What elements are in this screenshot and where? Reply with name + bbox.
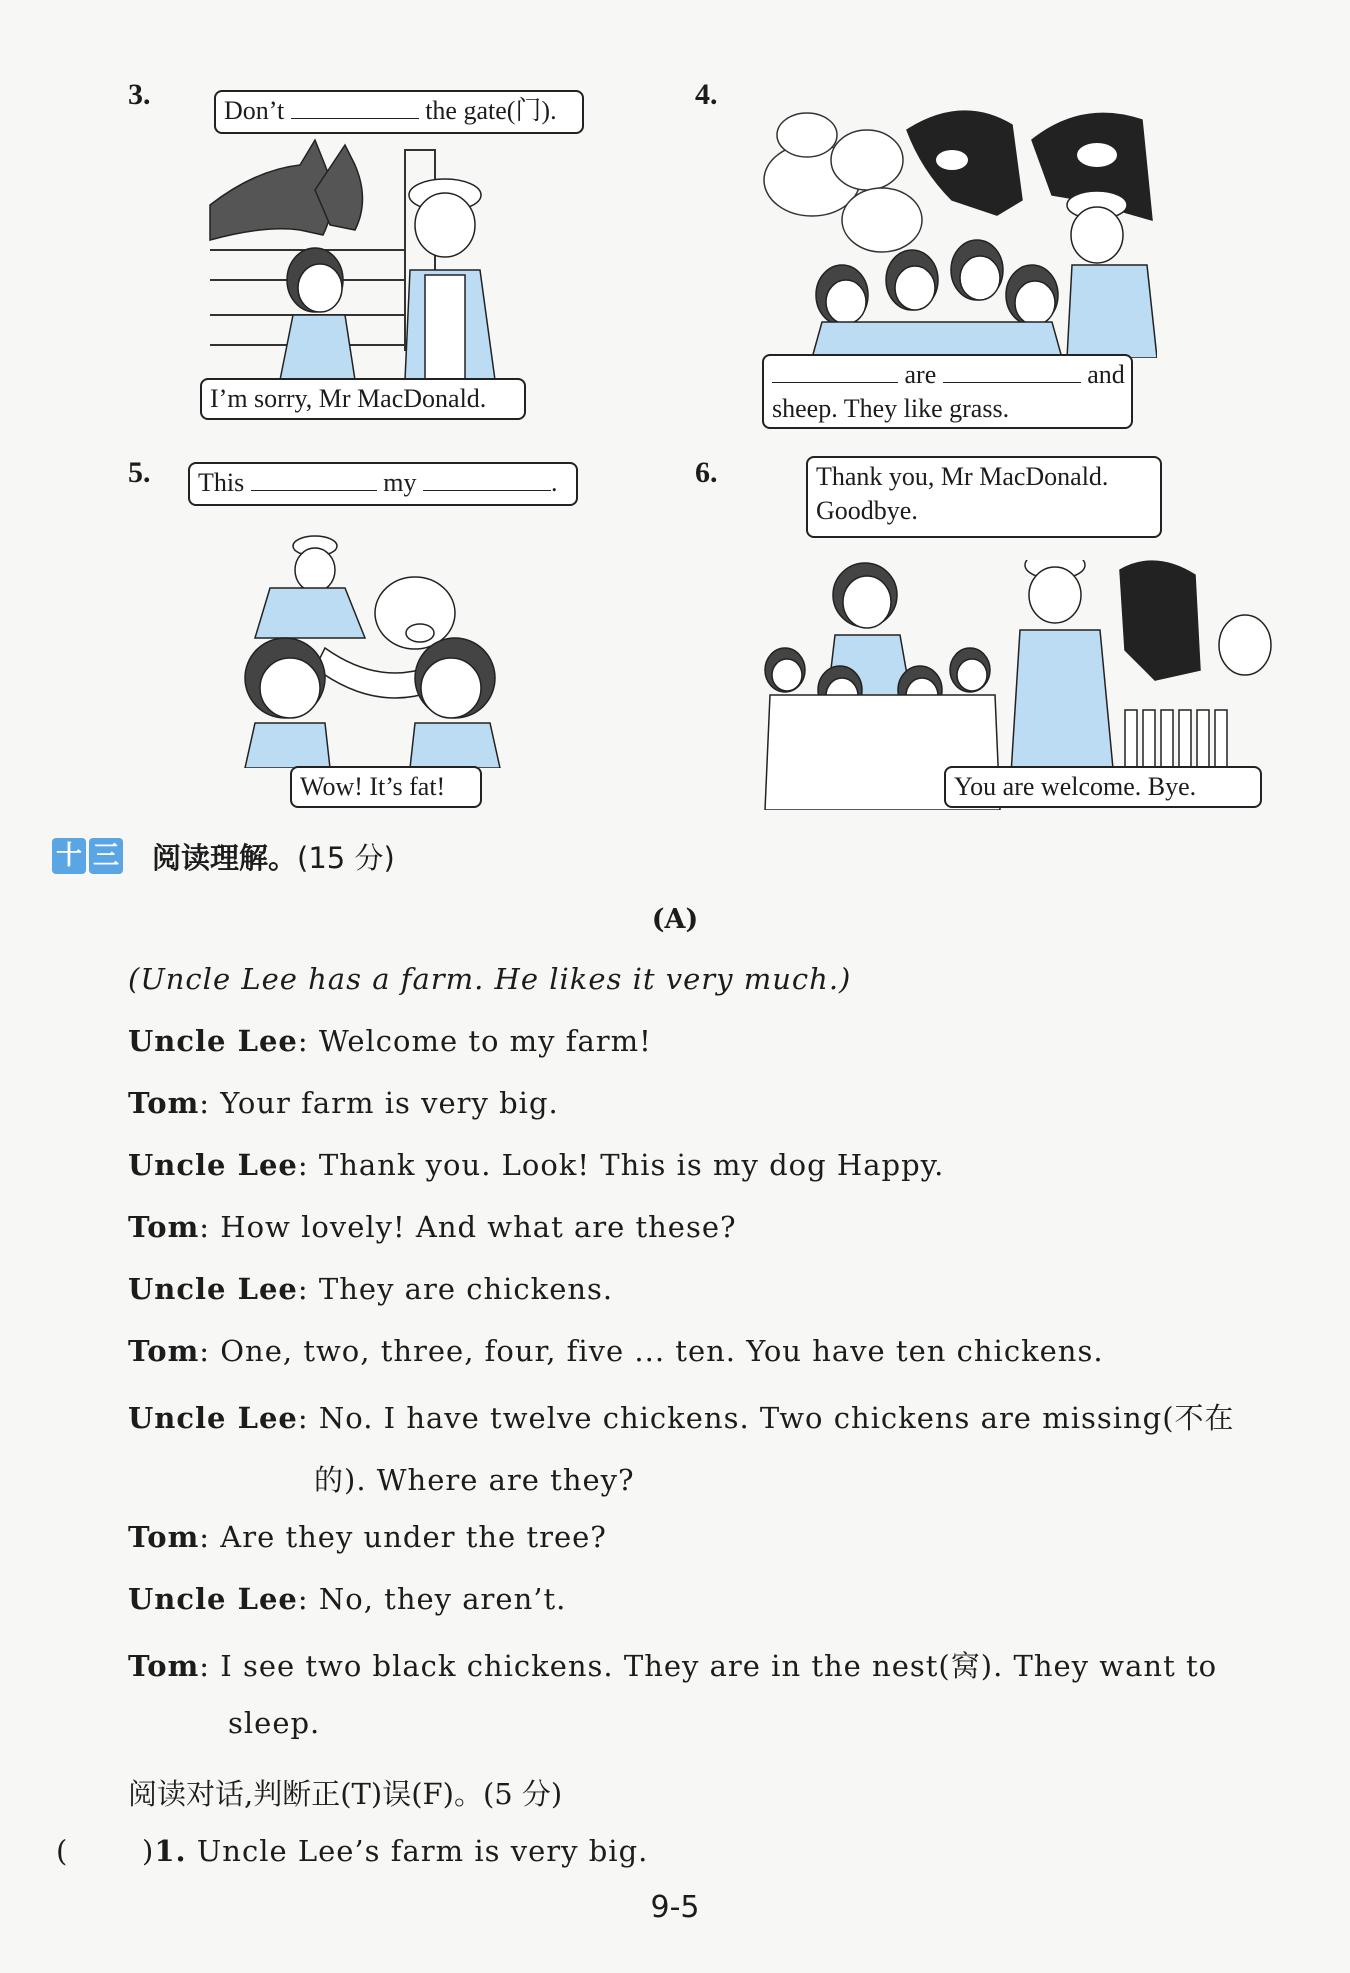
answer-blank[interactable] [423,472,551,491]
dialogue-line [128,1334,1298,1368]
question-text: Uncle Lee’s farm is very big. [196,1834,649,1868]
speaker: Uncle Lee [128,1148,298,1182]
dialogue-line [128,1210,1298,1244]
panel-3-bottom-bubble: I’m sorry, Mr MacDonald. [200,378,526,420]
dialogue-line [128,1396,1298,1437]
task-instruction: 阅读对话,判断正(T)误(F)。(5 分) [128,1777,563,1811]
speaker: Uncle Lee [128,1024,298,1058]
line-text: Welcome to my farm! [318,1024,652,1058]
dialogue-intro: (Uncle Lee has a farm. He likes it very much.) [128,962,852,996]
speaker-separator: : [199,1210,211,1244]
section-score: (15 分) [297,841,395,875]
panel-4-bubble [762,354,1133,429]
question-1 [56,1834,648,1868]
line-text: No, they aren’t. [318,1582,567,1616]
speaker: Tom [128,1210,200,1244]
paren-close: ) [142,1834,155,1868]
answer-blank[interactable] [943,364,1081,383]
bubble-text: and [1087,360,1125,389]
line-text: They are chickens. [318,1272,614,1306]
speaker: Tom [128,1649,200,1683]
part-label: (A) [651,904,699,935]
answer-blank[interactable] [291,100,419,119]
bubble-text: the gate(门). [425,96,557,125]
bubble-text: Goodbye. [816,496,918,525]
dialogue-line [128,1644,1298,1685]
panel-4-illustration [752,100,1157,358]
speaker-separator: : [199,1520,211,1554]
panel-3-top-bubble [214,90,584,134]
line-text: Your farm is very big. [220,1086,559,1120]
bubble-text: are [904,360,937,389]
line-text: Thank you. Look! This is my dog Happy. [318,1148,945,1182]
dialogue-line [128,1086,1298,1120]
line-text: Are they under the tree? [220,1520,607,1554]
answer-bracket[interactable] [56,1834,142,1868]
question-number: 1. [154,1834,187,1868]
page-number: 9-5 [650,1890,700,1925]
paren-open: ( [56,1834,69,1868]
bubble-text: . [550,468,558,497]
bubble-text: my [383,468,417,497]
dialogue-line [128,1148,1298,1182]
bubble-text: Don’t [224,96,285,125]
speaker: Tom [128,1520,200,1554]
panel-5-bottom-bubble: Wow! It’s fat! [290,766,482,808]
panel-5-top-bubble [188,462,578,506]
dialogue-line [128,1582,1298,1616]
bubble-text: Thank you, Mr MacDonald. [816,462,1109,491]
speaker: Uncle Lee [128,1582,298,1616]
speaker-separator: : [297,1582,309,1616]
panel-5-number: 5. [128,456,151,489]
bubble-text: sheep. They like grass. [772,394,1010,423]
speaker-separator: : [199,1334,211,1368]
dialogue-line-continuation: sleep. [228,1706,321,1740]
dialogue-line [128,1024,1298,1058]
panel-3-illustration [205,130,545,380]
section-badge [52,838,123,874]
speaker-separator: : [297,1148,309,1182]
panel-6-number: 6. [695,456,718,489]
line-text: How lovely! And what are these? [220,1210,737,1244]
panel-3-number: 3. [128,78,151,111]
line-text: I see two black chickens. They are in the nest(窝). They want to [220,1649,1218,1683]
speaker: Tom [128,1334,200,1368]
speaker-separator: : [297,1272,309,1306]
speaker: Uncle Lee [128,1401,298,1435]
panel-4-number: 4. [695,78,718,111]
speaker-separator: : [199,1086,211,1120]
bubble-text: This [198,468,245,497]
panel-6-bottom-bubble: You are welcome. Bye. [944,766,1262,808]
speaker-separator: : [297,1024,309,1058]
dialogue-line [128,1520,1298,1554]
badge-char: 三 [89,838,123,874]
answer-blank[interactable] [251,472,377,491]
panel-6-top-bubble [806,456,1162,538]
panel-5-illustration [215,528,515,768]
dialogue-line [128,1272,1298,1306]
speaker: Tom [128,1086,200,1120]
section-title-text: 阅读理解。 [152,841,298,875]
badge-char: 十 [52,838,86,874]
speaker: Uncle Lee [128,1272,298,1306]
dialogue-line-continuation: 的). Where are they? [314,1463,635,1497]
line-text: One, two, three, four, five ... ten. You have ten chickens. [220,1334,1104,1368]
answer-blank[interactable] [772,364,898,383]
section-title [152,836,395,877]
line-text: No. I have twelve chickens. Two chickens are missing(不在 [318,1401,1235,1435]
speaker-separator: : [297,1401,309,1435]
speaker-separator: : [199,1649,211,1683]
